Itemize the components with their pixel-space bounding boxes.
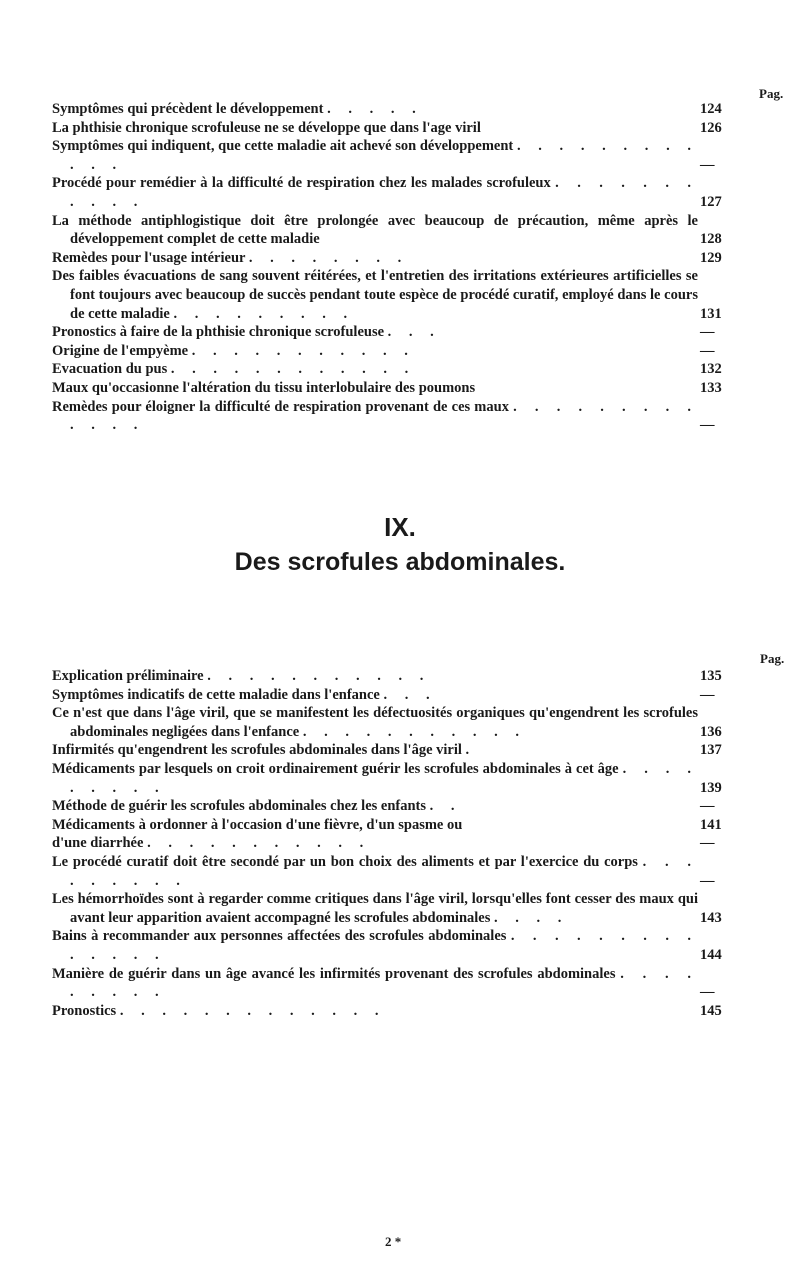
toc-entry-title: Infirmités qu'engendrent les scrofules abdominales dans l'âge viril: [52, 742, 462, 759]
toc-entry-title: Origine de l'empyème: [52, 342, 189, 359]
toc-entry-leader: . . . .: [494, 909, 569, 926]
toc-entry-title: Médicaments par lesquels on croit ordinairement guérir les scrofules abdominales à cet âge: [52, 760, 619, 777]
toc-entry-text: [52, 100, 698, 119]
toc-entry-text: [52, 760, 698, 797]
toc-entry-title: Maux qu'occasionne l'altération du tissu interlobulaire des poumons: [52, 379, 476, 396]
toc-entry-page: —: [700, 984, 715, 1001]
toc-entry-page: —: [700, 872, 715, 889]
toc-entry-leader: . . . . . . . . . . .: [70, 175, 699, 210]
toc-entry-page: 144: [700, 946, 722, 963]
toc-entry: [52, 853, 734, 890]
page-column-label-top: Pag.: [759, 86, 784, 101]
toc-entry-leader: . . . . . . . . . . . . .: [70, 398, 699, 434]
toc-entry: [52, 890, 734, 927]
toc-entry-page: 129: [700, 249, 722, 266]
toc-entry-title: Remèdes pour éloigner la difficulté de respiration provenant de ces maux: [52, 398, 509, 415]
toc-entry-text: [52, 249, 698, 268]
toc-entry-leader: . . . . . . . . .: [173, 305, 355, 322]
toc-entry-text: [52, 816, 698, 835]
toc-entry: [52, 249, 734, 268]
toc-entry-page: 141: [700, 816, 722, 833]
toc-entry-title: La phthisie chronique scrofuleuse ne se développe que dans l'age viril: [52, 119, 481, 136]
toc-entry: [52, 398, 734, 435]
toc-entry-page: —: [700, 686, 715, 703]
toc-entry-leader: .: [465, 742, 477, 759]
toc-entry: [52, 834, 734, 853]
toc-entry: [52, 119, 734, 138]
toc-entry: [52, 267, 734, 323]
toc-entry-leader: . . . . . . . . .: [70, 853, 699, 889]
page-column-label-bottom: Pag.: [760, 651, 785, 666]
toc-entry-leader: . . .: [387, 324, 441, 341]
toc-entry-leader: . . . . .: [327, 101, 423, 117]
toc-entry-title: Les hémorrhoïdes sont à regarder comme critiques dans l'âge viril, lorsqu'elles font cesser des maux qui avant leur apparition avaient accompagné les scrofules abdominales: [52, 891, 698, 926]
toc-entry-title: Symptômes indicatifs de cette maladie dans l'enfance: [52, 686, 380, 703]
toc-entry-text: [52, 212, 698, 249]
toc-entry-title: Evacuation du pus: [52, 361, 168, 378]
toc-entry-text: [52, 686, 698, 705]
section-title: Des scrofules abdominales.: [234, 548, 566, 576]
toc-entry-text: [52, 342, 698, 361]
toc-entry: [52, 816, 734, 835]
toc-entry: [52, 667, 734, 686]
toc-entry-page: —: [700, 342, 715, 359]
toc-entry-leader: . .: [429, 798, 462, 815]
toc-entry-leader: . . . . . . . . . . . .: [170, 361, 416, 378]
toc-entry-text: [52, 267, 698, 323]
toc-entry-title: Explication préliminaire: [52, 668, 204, 684]
toc-entry-title: Méthode de guérir les scrofules abdominales chez les enfants: [52, 798, 427, 815]
toc-entry-text: [52, 379, 698, 398]
toc-entry-page: —: [700, 835, 715, 852]
toc-entry: [52, 741, 734, 760]
toc-list-top: [52, 100, 734, 435]
toc-entry-text: [52, 174, 698, 211]
toc-entry: [52, 323, 734, 342]
toc-entry-leader: . . . . . . . .: [248, 249, 409, 266]
toc-entry-text: [52, 1002, 698, 1021]
toc-entry-page: 137: [700, 742, 722, 759]
toc-entry-leader: . . . . . . . . . . .: [191, 342, 415, 359]
toc-entry-leader: . . . . . . . . .: [70, 760, 698, 796]
toc-entry-page: —: [700, 324, 715, 341]
toc-entry-title: Procédé pour remédier à la difficulté de respiration chez les malades scrofuleux: [52, 175, 551, 192]
toc-entry-page: 135: [700, 668, 722, 684]
toc-entry-page: 133: [700, 379, 722, 396]
toc-entry-page: —: [700, 156, 715, 173]
toc-entry-title: Le procédé curatif doit être secondé par un bon choix des aliments et par l'exercice du corps: [52, 853, 638, 870]
toc-entry-leader: . . . . . . . . . . .: [147, 835, 371, 852]
toc-entry: [52, 212, 734, 249]
toc-entry-text: [52, 119, 698, 138]
toc-entry-page: 127: [700, 193, 722, 210]
toc-entry-leader: . . . . . . . . . . . .: [70, 138, 699, 173]
toc-entry-text: [52, 704, 698, 741]
toc-entry-title: Pronostics: [52, 1002, 117, 1019]
toc-entry: [52, 797, 734, 816]
toc-entry-text: [52, 398, 698, 435]
toc-entry: [52, 965, 734, 1002]
toc-entry-leader: . . . . . . . . . . . . . .: [70, 928, 699, 963]
section-number: IX.: [384, 512, 416, 542]
toc-entry-page: —: [700, 417, 715, 434]
toc-entry: [52, 686, 734, 705]
toc-entry-page: 128: [700, 231, 722, 248]
toc-entry-text: [52, 853, 698, 890]
toc-entry-text: [52, 323, 698, 342]
toc-entry: [52, 174, 734, 211]
toc-entry-title: Manière de guérir dans un âge avancé les infirmités provenant des scrofules abdominales: [52, 965, 616, 982]
toc-entry: [52, 760, 734, 797]
toc-entry-page: 132: [700, 361, 722, 378]
toc-entry: [52, 1002, 734, 1021]
toc-entry: [52, 360, 734, 379]
toc-entry-text: [52, 667, 698, 686]
toc-entry-text: [52, 890, 698, 927]
toc-entry: [52, 137, 734, 174]
toc-entry-page: 126: [700, 119, 722, 136]
toc-entry-text: [52, 137, 698, 174]
toc-entry-title: Des faibles évacuations de sang souvent réitérées, et l'entretien des irritations extérieures artificielles se font toujours avec beaucoup de succès pendant toute espèce de procédé curatif, employé dans le cours de cette maladie: [52, 268, 698, 322]
toc-entry-text: [52, 834, 698, 853]
toc-entry-title: Remèdes pour l'usage intérieur: [52, 249, 246, 266]
toc-entry: [52, 704, 734, 741]
toc-entry-title: Pronostics à faire de la phthisie chronique scrofuleuse: [52, 324, 385, 341]
toc-entry-page: —: [700, 798, 715, 815]
toc-entry-title: d'une diarrhée: [52, 835, 144, 852]
toc-entry-text: [52, 741, 698, 760]
toc-entry: [52, 927, 734, 964]
toc-entry-text: [52, 797, 698, 816]
toc-entry-leader: . . .: [383, 686, 437, 703]
toc-entry-title: La méthode antiphlogistique doit être prolongée avec beaucoup de précaution, même après le développement complet de cette maladie: [52, 212, 698, 248]
toc-entry-title: Bains à recommander aux personnes affectées des scrofules abdominales: [52, 928, 507, 945]
toc-entry-page: 139: [700, 779, 722, 796]
toc-entry-page: 143: [700, 909, 722, 926]
toc-entry-title: Ce n'est que dans l'âge viril, que se manifestent les défectuosités organiques qu'engendrent les scrofules abdominales negligées dans l'enfance: [52, 705, 698, 740]
toc-entry-leader: . . . . . . . . . . .: [207, 668, 431, 684]
toc-entry-text: [52, 360, 698, 379]
toc-entry-title: Médicaments à ordonner à l'occasion d'une fièvre, d'un spasme ou: [52, 816, 463, 833]
toc-entry: [52, 342, 734, 361]
toc-list-bottom: [52, 667, 734, 1020]
toc-entry-text: [52, 965, 698, 1002]
toc-entry-page: 145: [700, 1002, 722, 1019]
toc-entry-page: 131: [700, 305, 722, 322]
toc-entry: [52, 100, 734, 119]
signature-mark: 2 *: [385, 1234, 402, 1249]
toc-entry-page: 124: [700, 101, 722, 117]
toc-entry-title: Symptômes qui précèdent le développement: [52, 101, 324, 117]
toc-entry-text: [52, 927, 698, 964]
toc-entry-leader: . . . . . . . . .: [70, 965, 699, 1001]
toc-entry-title: Symptômes qui indiquent, que cette maladie ait achevé son développement: [52, 138, 514, 155]
toc-entry-page: 136: [700, 723, 722, 740]
toc-entry: [52, 379, 734, 398]
toc-entry-leader: . . . . . . . . . . .: [302, 723, 526, 740]
toc-entry-leader: . . . . . . . . . . . . .: [119, 1002, 386, 1019]
